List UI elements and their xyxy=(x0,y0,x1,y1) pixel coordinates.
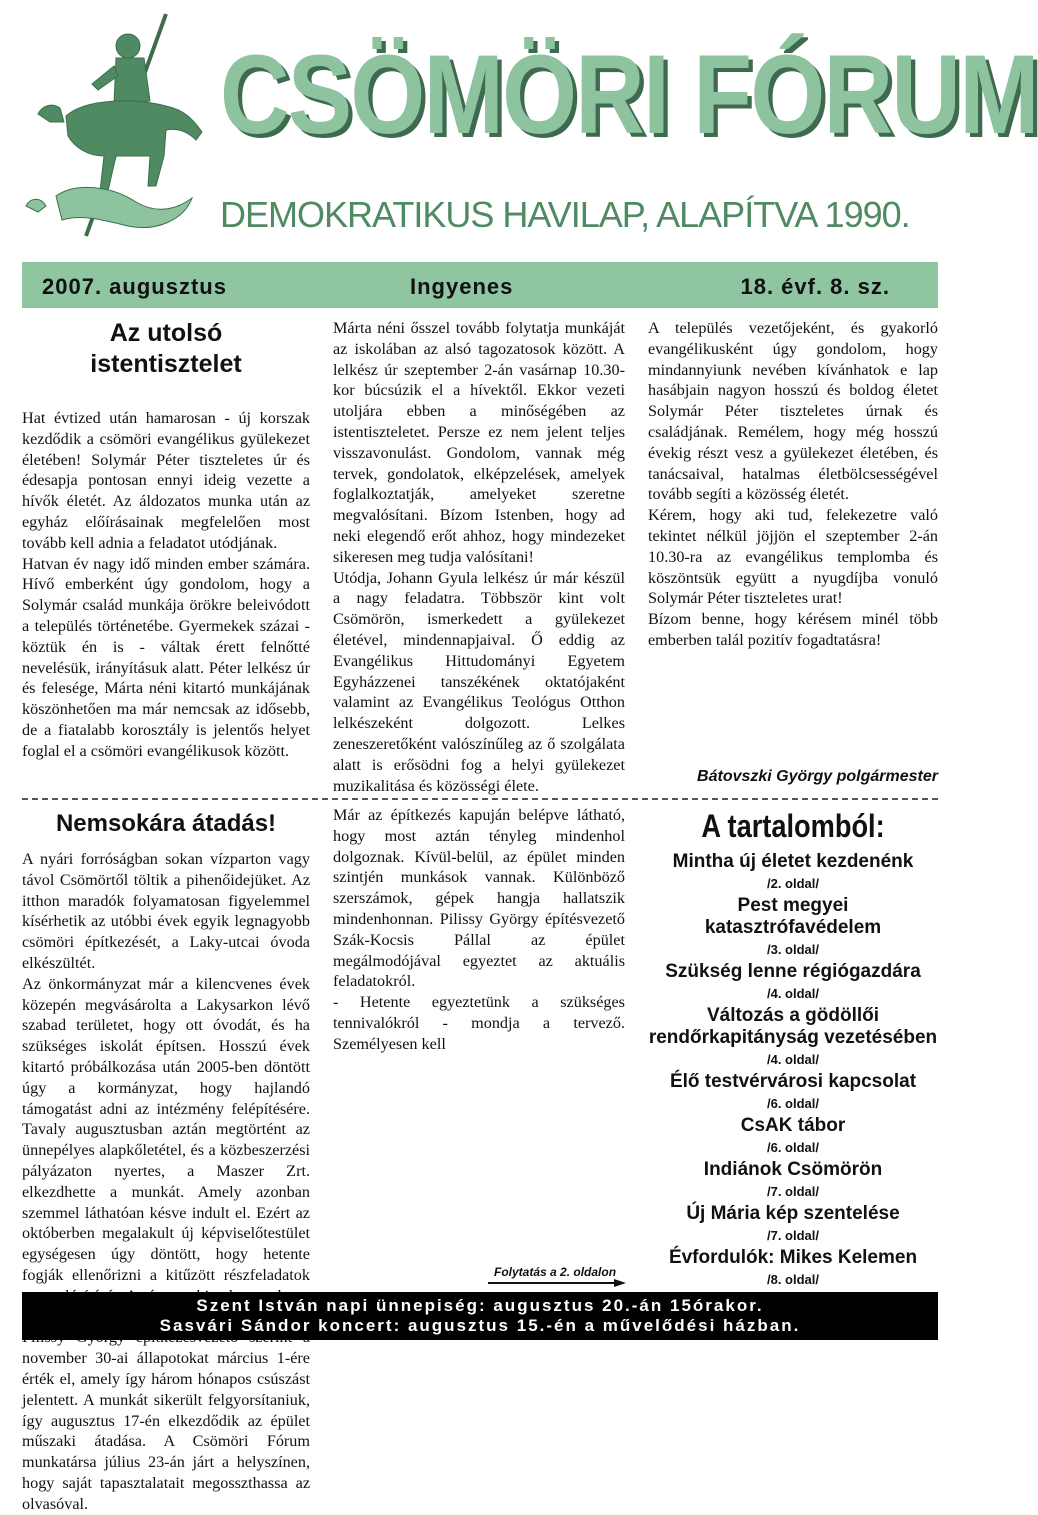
article-paragraph: Hat évtized után hamarosan - új korszak kezdődik a csömöri evangélikus gyülekezet életében! Solymár Péter tiszteletes úr és édesapja pontosan ennyi ideig vezette a hívők életét. Az áldozatos munka után az egyház előírásainak megfelelően most tovább kell adnia a feladatot utódjának. xyxy=(22,409,310,552)
contents-entry-page: /6. oldal/ xyxy=(766,1096,819,1111)
contents-entry-title: Pest megyei katasztrófavédelem xyxy=(704,895,882,938)
article-handover-col1 xyxy=(22,808,310,1513)
continued-link[interactable]: Folytatás a 2. oldalon xyxy=(494,1265,617,1279)
article-signature: Bátovszki György polgármester xyxy=(697,768,938,785)
contents-entry-title: Élő testvérvárosi kapcsolat xyxy=(669,1071,917,1092)
article-paragraph: Kérem, hogy aki tud, felekezetre való tekintet nélkül jöjjön el szeptember 2-án 10.30-ra az evangélikus templomba és köszöntsük együtt a nyugdíjba vonuló Solymár Péter tiszteletes urat! xyxy=(648,506,938,608)
contents-entry[interactable] xyxy=(648,1005,938,1071)
article-last-service-col2 xyxy=(333,318,625,795)
article-last-service-col3 xyxy=(648,318,938,651)
contents-entry-page: /4. oldal/ xyxy=(766,1052,819,1067)
article-heading: Az utolsó istentisztelet xyxy=(90,319,242,378)
article-last-service-col1 xyxy=(22,318,310,762)
article-paragraph: Utódja, Johann Gyula lelkész úr már készül a nagy feladatra. Többször kint volt Csömörön, ismerkedett a gyülekezet életével, mindennapjaival. Ő eddig az Evangélikus Hittudományi Egyetem Egyházzenei tanszékének oktatójaként valamint az Evangélikus Teológus Otthon lelkészeként dolgozott. Lelkes zeneszeretőként valószínűleg az ő szolgálata alatt is erősödni fog a helyi gyülekezet muzikalitása és közösségi élete. xyxy=(333,568,625,795)
article-handover-col2 xyxy=(333,805,625,1055)
contents-entry[interactable] xyxy=(648,1247,938,1291)
event-line: Szent István napi ünnepiség: augusztus 20.-án 15órakor. xyxy=(196,1296,764,1315)
contents-entry[interactable] xyxy=(648,895,938,961)
arrow-right-icon xyxy=(488,1279,626,1287)
issue-price: Ingyenes xyxy=(410,274,514,299)
contents-entry[interactable] xyxy=(648,1071,938,1115)
contents-entry[interactable] xyxy=(648,1203,938,1247)
article-paragraph: Az önkormányzat már a kilencvenes évek közepén megvásárolta a Lakysarkon lévő szabad területet, hogy ott óvodát, és ha szükséges iskolát építsen. Hosszú évek kitartó próbálkozása után 2005-ben döntött úgy a kormányzat, hogy hajlandó támogatást adni az intézmény felépítésére. Tavaly augusztusban aztán megtörtént az ünnepélyes alapkőletétel, és a közbeszerzési pályázaton nyertes, a Maszer Zrt. elkezdhette a munkát. Amely azonban szemmel láthatóan késve indult el. Ezért az októberben megalakult új képviselőtestület egységesen úgy döntött, hogy hetente fogják ellenőrizni a kitűzött részfeladatok november 30-ai állapotokat március 1-ére érték el, amely így három hónapos csúszást jelentett. A munkát sikerült felgyorsítaniuk, így augusztus 17-én elkezdődik az épület műszaki átadása. A Csömöri Fórum munkatársa július 23-án járt a helyszínen, hogy saját tapasztalatait megosszthassa az olvasóval. xyxy=(22,974,310,1513)
contents-entry-title: Szükség lenne régiógazdára xyxy=(665,961,921,982)
table-of-contents xyxy=(648,805,938,1291)
article-paragraph: Hatvan év nagy idő minden ember számára. Hívő emberként úgy gondolom, hogy a Solymár család munkája örökre beleivódott a település történetébe. Gyermekek százai - köztük én is - váltak érett felnőtté nevelésük, irányításuk alatt. Péter lelkész úr és felesége, Márta néni kitartó munkájának köszönhetően ma már nemcsak az idősebb, de a fiatalabb korosztály is jelentős helyet foglal el a csömöri evangélikusok között. xyxy=(22,554,310,760)
contents-entry-title: Új Mária kép szentelése xyxy=(686,1203,900,1224)
contents-entry-page: /6. oldal/ xyxy=(766,1140,819,1155)
contents-entry-title: Indiánok Csömörön xyxy=(703,1159,883,1180)
article-paragraph: Márta néni ősszel tovább folytatja munkáját az iskolában az alsó tagozatosok között. A lelkész úr szeptember 2-án vasárnap 10.30-kor búcsúzik el a hívektől. Ekkor vezeti utoljára ebben a minőségében az istentiszteletet. Persze ez nem jelent teljes visszavonulást. Gondolom, vannak még tervek, gondolatok, elképzelések, amelyek foglalkoztatják, amelyeket szeretne megvalósítani. Bízom Istenben, hogy ad neki elegendő erőt ahhoz, hogy mindezeket sikeresen meg tudja valósítani! xyxy=(333,319,625,566)
contents-entry[interactable] xyxy=(648,1115,938,1159)
issue-number: 18. évf. 8. sz. xyxy=(740,274,890,299)
newspaper-title: CSÖMÖRI FÓRUM xyxy=(220,32,1038,157)
contents-title: A tartalomból: xyxy=(701,808,885,844)
article-paragraph: Már az építkezés kapuján belépve látható, hogy most aztán tényleg mindenhol dolgoznak. Kívül-belül, az épület minden szintjén munkások vannak. Különböző szerszámok, gépek hangja hallatszik mindenhonnan. Pilissy György építésvezető Szák-Kocsis Pállal az épület megálmodójával egyeztet az aktuális feladatokról. xyxy=(333,806,625,991)
contents-entry-title: CsAK tábor xyxy=(740,1115,846,1136)
article-heading: Nemsokára átadás! xyxy=(55,810,277,837)
article-paragraph: A nyári forróságban sokan vízparton vagy távol Csömörtől töltik a pihenőidejüket. Az itthon maradók folyamatosan figyelemmel kísérhetik az utóbbi évek egyik legnagyobb csömöri építkezését, a Laky-utcai óvoda elkészültét. xyxy=(22,850,310,972)
article-paragraph: - Hetente egyeztetünk a szükséges tennivalókról - mondja a tervező. Személyesen kell xyxy=(333,993,625,1053)
contents-entry[interactable] xyxy=(648,961,938,1005)
article-paragraph: A település vezetőjeként, és gyakorló evangélikusként úgy gondolom, hogy mindannyiunk nevében kívánhatok e lap hasábjain nagyon hosszú és boldog életet Solymár Péter tiszteletes úrnak és családjának. Remélem, hogy még hosszú évekig részt vesz a gyülekezet életében, és tanácsaival, hatalmas életbölcsességével tovább segíti a közösség életét. xyxy=(648,319,938,504)
contents-entry-title: Változás a gödöllői rendőrkapitányság vezetésében xyxy=(648,1005,938,1048)
contents-entry[interactable] xyxy=(648,851,938,895)
masthead xyxy=(0,0,1038,262)
st-george-dragon-emblem-icon xyxy=(16,6,212,256)
contents-entry-title: Évfordulók: Mikes Kelemen xyxy=(668,1247,918,1268)
article-paragraph: Bízom benne, hogy kérésem minél több emberben talál pozitív fogadtatásra! xyxy=(648,610,938,649)
contents-entry-page: /4. oldal/ xyxy=(766,986,819,1001)
issue-band xyxy=(22,262,938,308)
contents-entry-page: /8. oldal/ xyxy=(766,1272,819,1287)
contents-entry-title: Mintha új életet kezdenénk xyxy=(672,851,914,872)
issue-date: 2007. augusztus xyxy=(42,274,227,299)
contents-entry-page: /2. oldal/ xyxy=(766,876,819,891)
event-line: Sasvári Sándor koncert: augusztus 15.-én a művelődési házban. xyxy=(159,1316,801,1335)
events-banner xyxy=(22,1292,938,1340)
contents-entry-page: /3. oldal/ xyxy=(766,942,819,957)
contents-entry[interactable] xyxy=(648,1159,938,1203)
contents-entry-page: /7. oldal/ xyxy=(766,1228,819,1243)
section-divider xyxy=(22,798,938,800)
newspaper-subtitle: DEMOKRATIKUS HAVILAP, ALAPÍTVA 1990. xyxy=(220,194,910,235)
contents-entry-page: /7. oldal/ xyxy=(766,1184,819,1199)
